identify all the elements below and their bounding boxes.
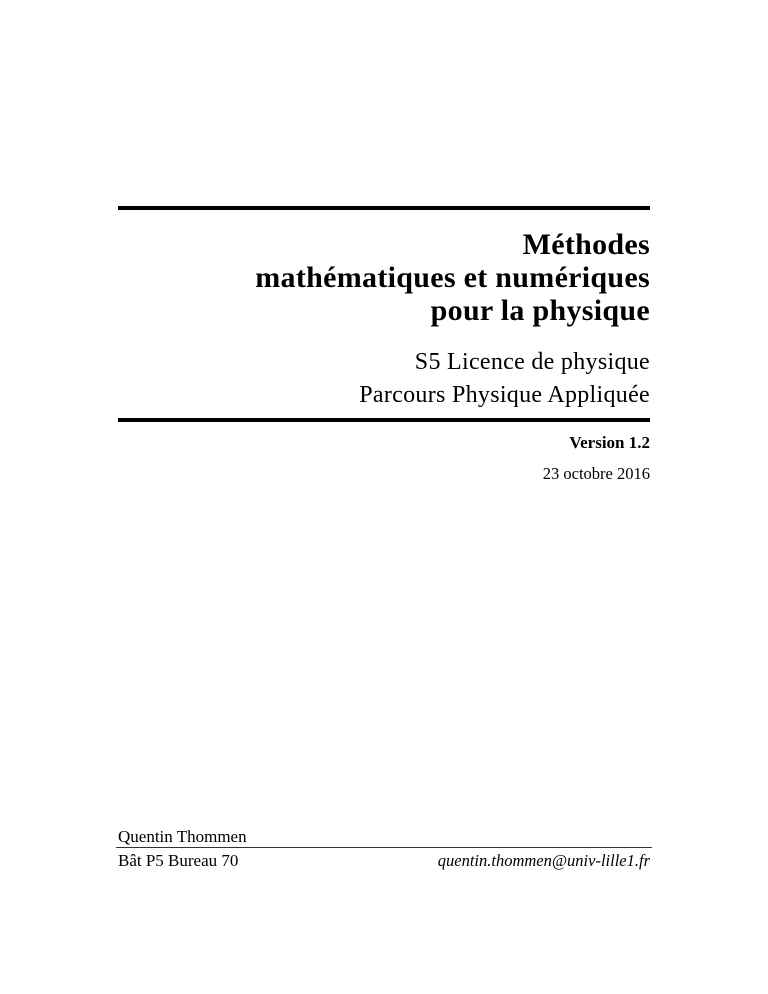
title-line-1: Méthodes [522, 228, 650, 261]
footer-contact-row [118, 851, 650, 870]
document-date: 23 octobre 2016 [542, 464, 650, 483]
title-line-3: pour la physique [430, 294, 650, 327]
version-label: Version 1.2 [569, 433, 650, 452]
footer-rule [116, 847, 652, 848]
author-email: quentin.thommen@univ-lille1.fr [437, 851, 650, 870]
author-name: Quentin Thommen [118, 827, 247, 846]
top-rule [118, 206, 650, 210]
document-title [118, 228, 650, 327]
title-line-2: mathématiques et numériques [255, 261, 650, 294]
subtitle-line-2: Parcours Physique Appliquée [359, 382, 650, 408]
author-address: Bât P5 Bureau 70 [118, 851, 239, 870]
document-subtitle [118, 346, 650, 412]
subtitle-line-1: S5 Licence de physique [414, 349, 650, 375]
middle-rule [118, 418, 650, 422]
